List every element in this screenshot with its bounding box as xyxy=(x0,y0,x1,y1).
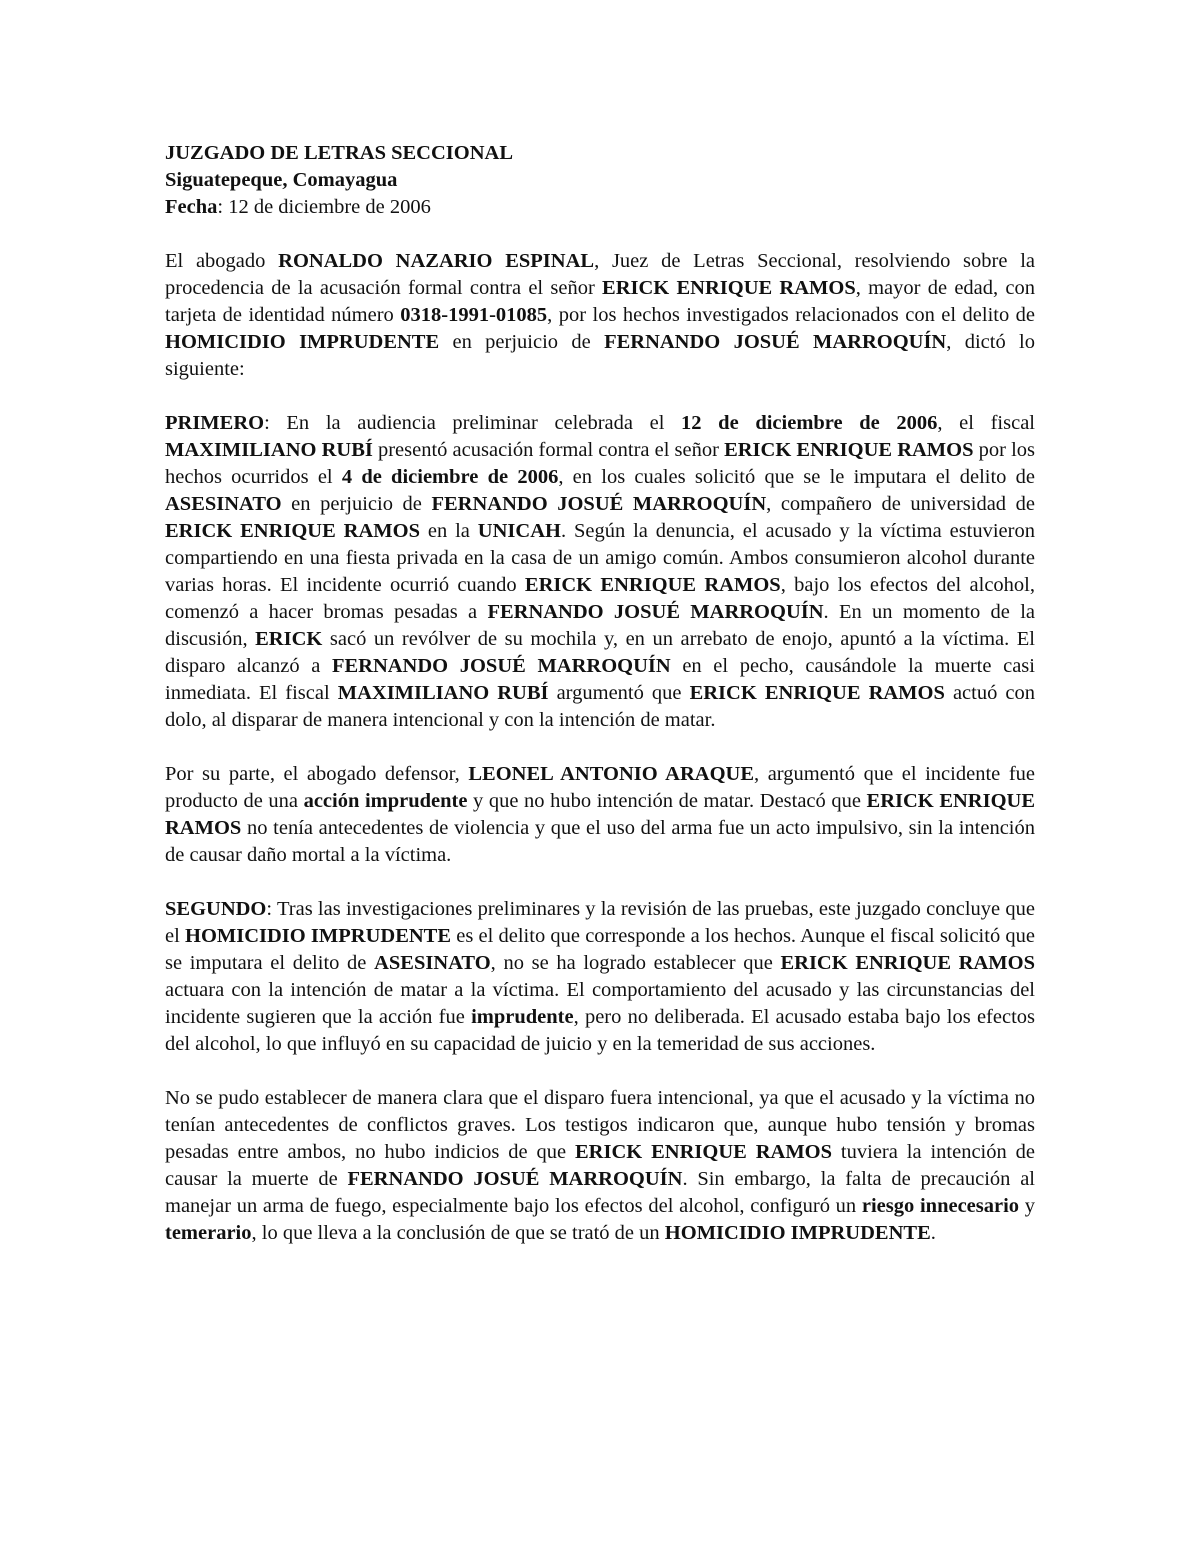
text-run: . xyxy=(930,1222,936,1244)
bold-run: ASESINATO xyxy=(165,493,282,515)
text-run: por los hechos ocurridos el xyxy=(165,439,1036,488)
text-run: , por los hechos investigados relacionados con el delito de xyxy=(547,304,1036,326)
bold-run: ERICK ENRIQUE RAMOS xyxy=(724,439,974,461)
date-label: Fecha xyxy=(165,196,218,218)
bold-run: FERNANDO JOSUÉ MARROQUÍN xyxy=(487,601,824,623)
bold-run: 12 de diciembre de 2006 xyxy=(681,412,938,434)
text-run: , dictó lo siguiente: xyxy=(165,331,1035,380)
text-run: . En un momento de la discusión, xyxy=(165,601,1035,650)
text-run: . Sin embargo, la falta de precaución al manejar un arma de fuego, especialmente bajo los efectos del alcohol, configuró un xyxy=(165,1168,1035,1217)
text-run: tuviera la intención de causar la muerte de xyxy=(165,1141,1035,1190)
text-run: en el pecho, causándole la muerte casi inmediata. El fiscal xyxy=(165,655,1035,704)
bold-run: acción imprudente xyxy=(303,790,468,812)
text-run: Por su parte, el abogado defensor, xyxy=(165,763,469,785)
paragraph-segundo xyxy=(165,896,1035,1058)
paragraph-conclusion xyxy=(165,1085,1035,1247)
document-date xyxy=(165,194,1035,221)
text-run: y que no hubo intención de matar. Destacó que xyxy=(467,790,867,812)
bold-run: ERICK xyxy=(255,628,323,650)
bold-run: MAXIMILIANO RUBÍ xyxy=(337,682,549,704)
bold-run: ERICK ENRIQUE RAMOS xyxy=(524,574,781,596)
bold-run: temerario xyxy=(165,1222,252,1244)
text-run: , Juez de Letras Seccional, resolviendo sobre la procedencia de la acusación formal contra el señor xyxy=(165,250,1035,299)
date-value: : 12 de diciembre de 2006 xyxy=(217,196,431,218)
bold-run: ERICK ENRIQUE RAMOS xyxy=(575,1141,833,1163)
bold-run: FERNANDO JOSUÉ MARROQUÍN xyxy=(331,655,671,677)
court-location xyxy=(165,167,1035,194)
text-run: : En la audiencia preliminar celebrada el xyxy=(264,412,682,434)
text-run: actuara con la intención de matar a la víctima. El comportamiento del acusado y las circunstancias del incidente sugieren que la acción fue xyxy=(165,979,1035,1028)
text-run: , pero no deliberada. El acusado estaba bajo los efectos del alcohol, lo que influyó en su capacidad de juicio y en la temeridad de sus acciones. xyxy=(165,1006,1035,1055)
text-run: en perjuicio de xyxy=(439,331,605,353)
text-run: El abogado xyxy=(165,250,279,272)
bold-run: imprudente xyxy=(471,1006,574,1028)
text-run: No se pudo establecer de manera clara que el disparo fuera intencional, ya que el acusado y la víctima no tenían antecedentes de conflictos graves. Los testigos indicaron que, aunque hubo tensión y bromas pesadas entre ambos, no hubo indicios de que xyxy=(165,1087,1035,1163)
text-run: , el fiscal xyxy=(937,412,1035,434)
bold-run: HOMICIDIO IMPRUDENTE xyxy=(664,1222,931,1244)
bold-run: ERICK ENRIQUE RAMOS xyxy=(165,790,1036,839)
text-run: , compañero de universidad de xyxy=(766,493,1035,515)
bold-run: FERNANDO JOSUÉ MARROQUÍN xyxy=(604,331,947,353)
document-page xyxy=(165,140,1035,1274)
text-run: : Tras las investigaciones preliminares y la revisión de las pruebas, este juzgado concluye que el xyxy=(165,898,1035,947)
bold-run: ERICK ENRIQUE RAMOS xyxy=(780,952,1035,974)
text-run: y xyxy=(1019,1195,1036,1217)
text-run: actuó con dolo, al disparar de manera intencional y con la intención de matar. xyxy=(165,682,1035,731)
court-location-text: Siguatepeque, Comayagua xyxy=(165,169,398,191)
bold-run: UNICAH xyxy=(477,520,561,542)
text-run: en la xyxy=(419,520,478,542)
court-name xyxy=(165,140,1035,167)
bold-run: ASESINATO xyxy=(374,952,491,974)
text-run: , no se ha logrado establecer que xyxy=(490,952,781,974)
bold-run: HOMICIDIO IMPRUDENTE xyxy=(165,331,440,353)
bold-run: ERICK ENRIQUE RAMOS xyxy=(602,277,856,299)
bold-run: SEGUNDO xyxy=(165,898,267,920)
text-run: argumentó que xyxy=(548,682,690,704)
paragraph-intro xyxy=(165,248,1035,383)
text-run: , lo que lleva a la conclusión de que se trató de un xyxy=(251,1222,665,1244)
bold-run: HOMICIDIO IMPRUDENTE xyxy=(185,925,452,947)
text-run: , bajo los efectos del alcohol, comenzó a hacer bromas pesadas a xyxy=(165,574,1035,623)
text-run: es el delito que corresponde a los hechos. Aunque el fiscal solicitó que se imputara el delito de xyxy=(165,925,1035,974)
bold-run: ERICK ENRIQUE RAMOS xyxy=(689,682,945,704)
paragraph-primero xyxy=(165,410,1035,734)
court-name-text: JUZGADO DE LETRAS SECCIONAL xyxy=(165,142,513,164)
bold-run: FERNANDO JOSUÉ MARROQUÍN xyxy=(347,1168,683,1190)
text-run: no tenía antecedentes de violencia y que el uso del arma fue un acto impulsivo, sin la intención de causar daño mortal a la víctima. xyxy=(165,817,1035,866)
text-run: , en los cuales solicitó que se le imputara el delito de xyxy=(558,466,1035,488)
text-run: presentó acusación formal contra el señor xyxy=(372,439,725,461)
document-header xyxy=(165,140,1035,221)
bold-run: riesgo innecesario xyxy=(861,1195,1020,1217)
bold-run: MAXIMILIANO RUBÍ xyxy=(165,439,373,461)
bold-run: 0318-1991-01085 xyxy=(400,304,548,326)
text-run: , argumentó que el incidente fue producto de una xyxy=(165,763,1035,812)
text-run: , mayor de edad, con tarjeta de identidad número xyxy=(165,277,1035,326)
bold-run: PRIMERO xyxy=(165,412,265,434)
text-run: . Según la denuncia, el acusado y la víctima estuvieron compartiendo en una fiesta privada en la casa de un amigo común. Ambos consumieron alcohol durante varias horas. El incidente ocurrió cuando xyxy=(165,520,1035,596)
bold-run: 4 de diciembre de 2006 xyxy=(341,466,559,488)
bold-run: RONALDO NAZARIO ESPINAL xyxy=(278,250,595,272)
bold-run: FERNANDO JOSUÉ MARROQUÍN xyxy=(431,493,767,515)
text-run: en perjuicio de xyxy=(281,493,432,515)
bold-run: LEONEL ANTONIO ARAQUE xyxy=(468,763,754,785)
paragraph-defensa xyxy=(165,761,1035,869)
bold-run: ERICK ENRIQUE RAMOS xyxy=(165,520,420,542)
text-run: sacó un revólver de su mochila y, en un arrebato de enojo, apuntó a la víctima. El disparo alcanzó a xyxy=(165,628,1035,677)
